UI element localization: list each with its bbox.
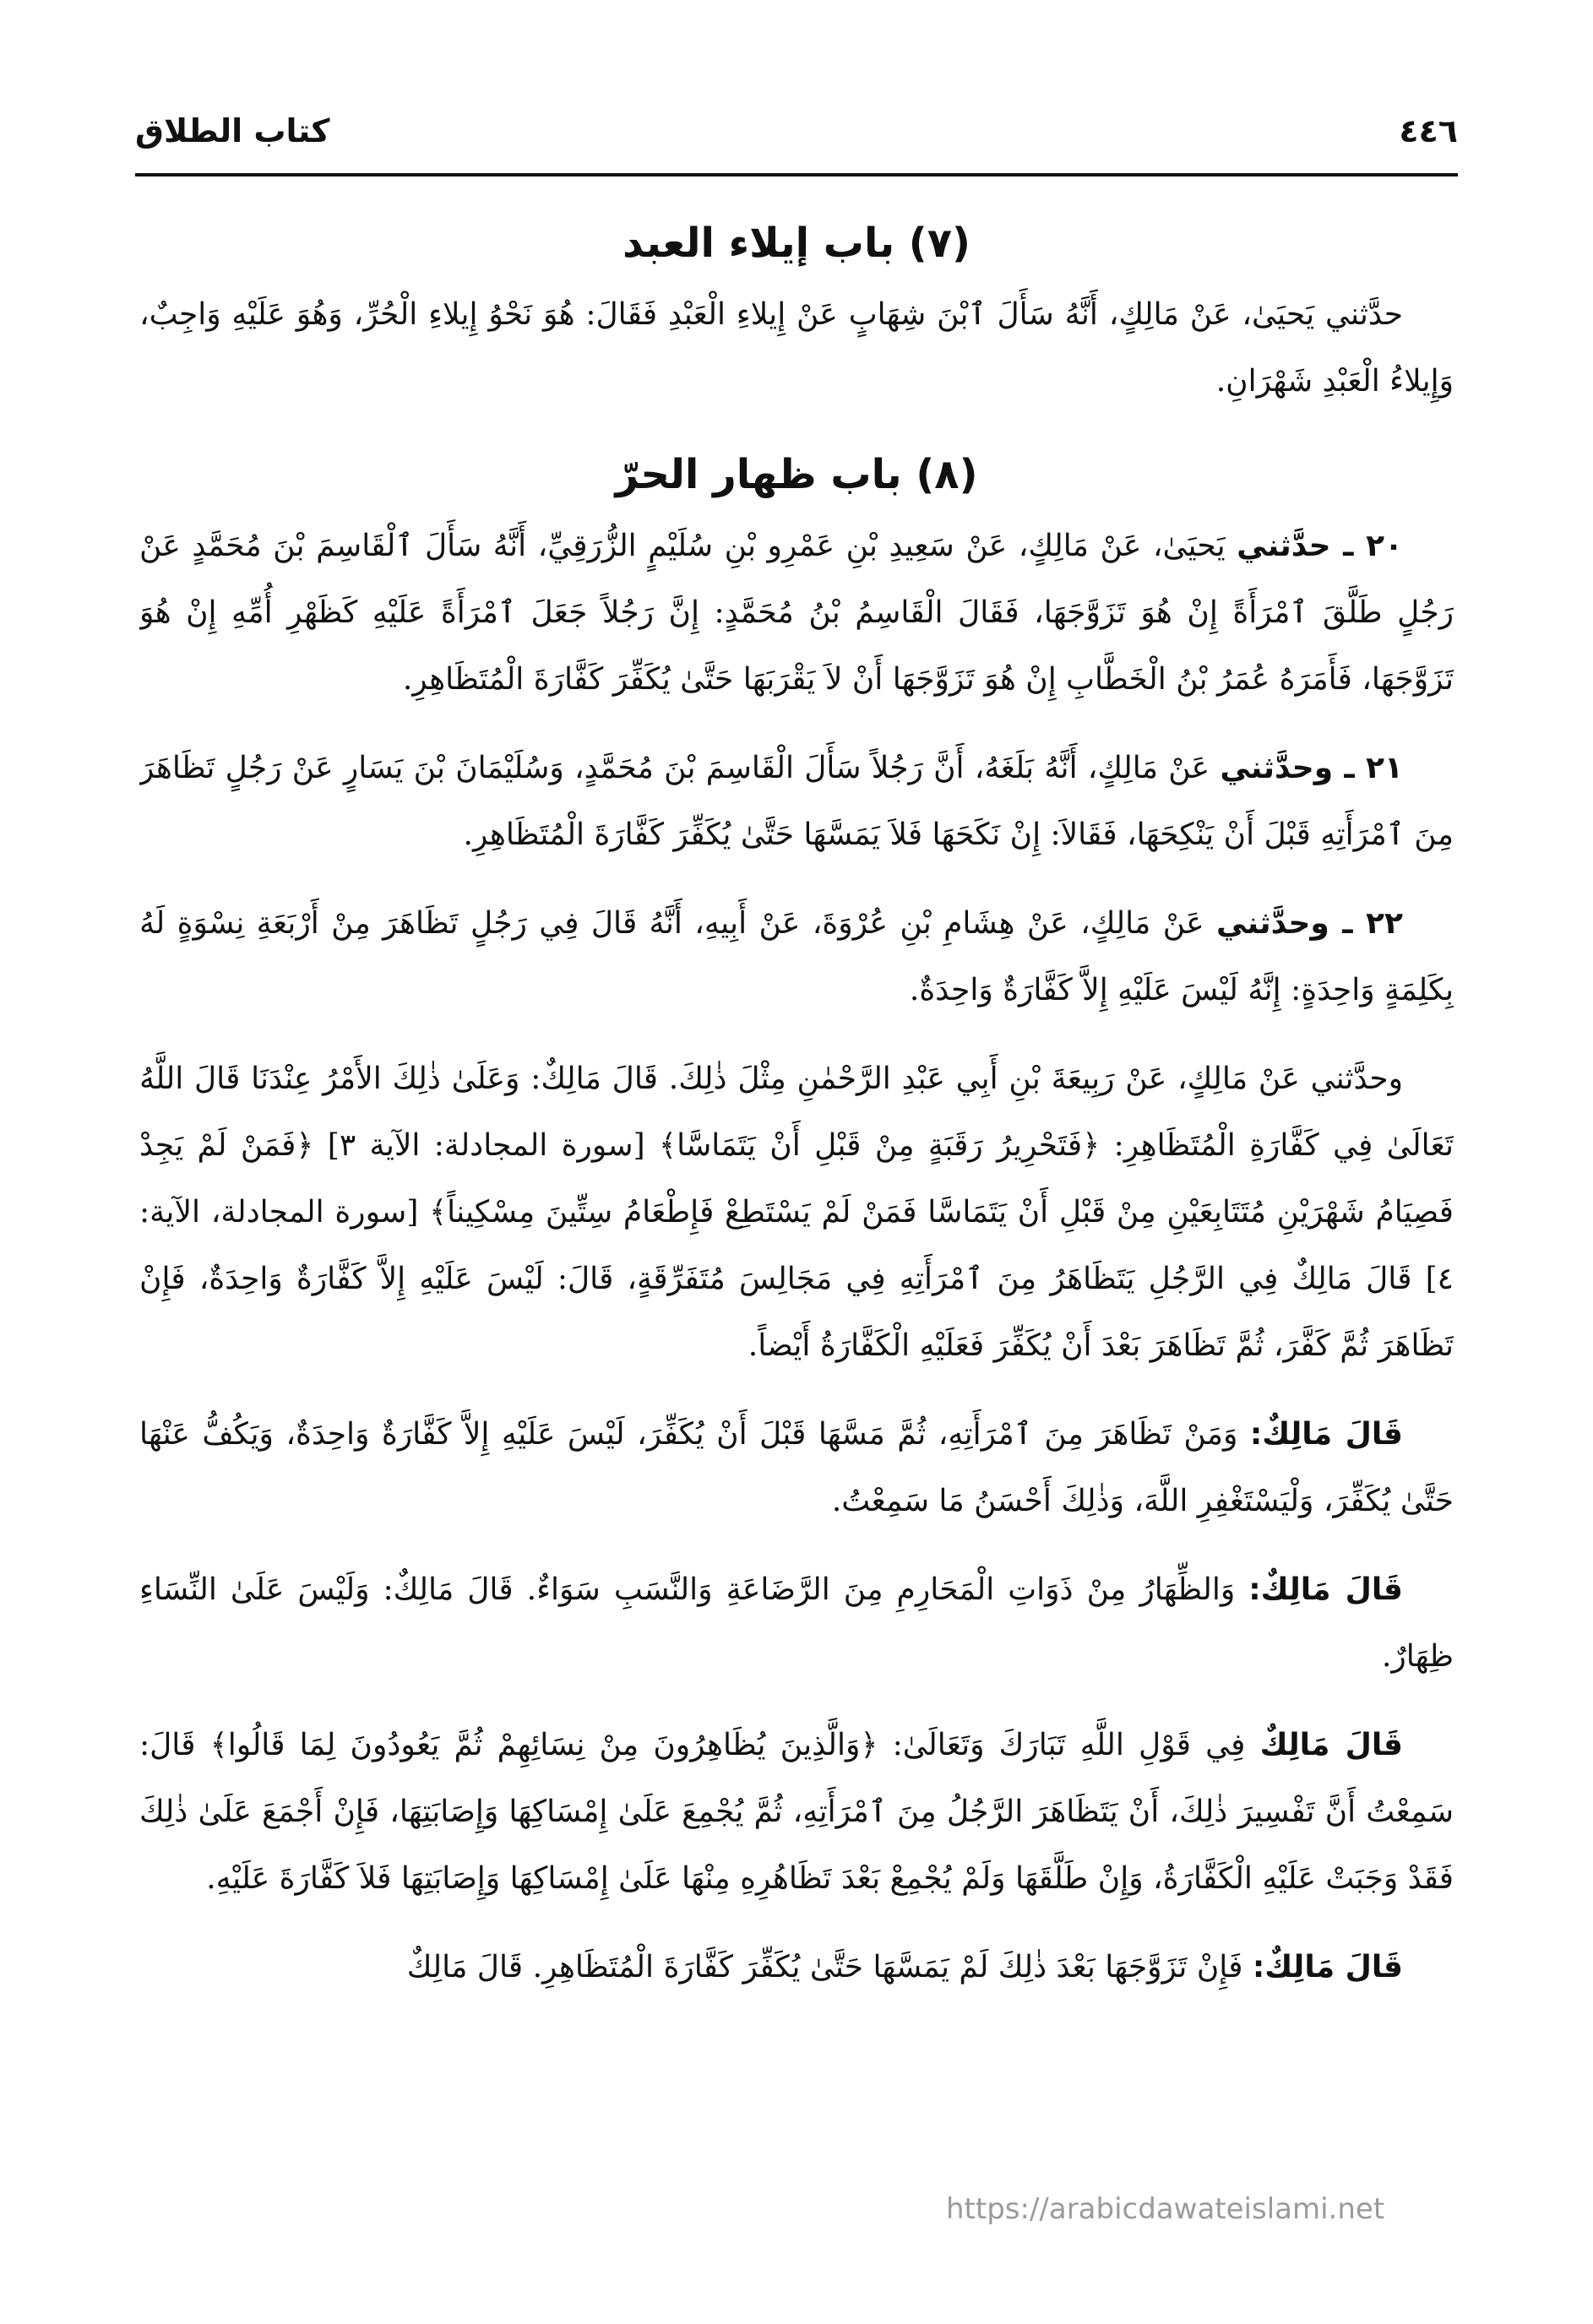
paragraph-text: فَإِنْ تَزَوَّجَهَا بَعْدَ ذٰلِكَ لَمْ يَمَسَّهَا حَتَّىٰ يُكَفِّرَ كَفَّارَةَ الْمُتَظَاهِرِ. قَالَ مَالِكٌ <box>406 1950 1243 1985</box>
hadith-lead: ٢٠ ـ حدَّثني <box>1237 529 1404 563</box>
malik-lead: قَالَ مَالِكٌ: <box>1252 1950 1403 1985</box>
hadith-paragraph <box>139 513 1454 713</box>
hadith-paragraph <box>139 890 1454 1024</box>
paragraph-text: عَنْ مَالِكٍ، عَنْ هِشَامِ بْنِ عُرْوَةَ، عَنْ أَبِيهِ، أَنَّهُ قَالَ فِي رَجُلٍ تَظَاهَرَ مِنْ أَرْبَعَةِ نِسْوَةٍ لَهُ بِكَلِمَةٍ وَاحِدَةٍ: إِنَّهُ لَيْسَ عَلَيْهِ إِلاَّ كَفَّارَةٌ وَاحِدَةٌ. <box>139 906 1454 1007</box>
book-title: كتاب الطلاق <box>135 112 330 149</box>
malik-lead: قَالَ مَالِكٌ <box>1259 1728 1403 1762</box>
malik-lead: قَالَ مَالِكٌ: <box>1249 1417 1403 1452</box>
paragraph-text: وحدَّثني عَنْ مَالِكٍ، عَنْ رَبِيعَةَ بْنِ أَبِي عَبْدِ الرَّحْمٰنِ مِثْلَ ذٰلِكَ. قَالَ مَالِكٌ: وَعَلَىٰ ذٰلِكَ الأَمْرُ عِنْدَنَا قَالَ اللَّهُ تَعَالَىٰ فِي كَفَّارَةِ الْمُتَظَاهِرِ: ﴿فَتَحْرِيرُ رَقَبَةٍ مِنْ قَبْلِ أَنْ يَتَمَاسَّا﴾ [سورة المجادلة: الآية ٣] ﴿فَمَنْ لَمْ يَجِدْ فَصِيَامُ شَهْرَيْنِ مُتَتَابِعَيْنِ مِنْ قَبْلِ أَنْ يَتَمَاسَّا فَمَنْ لَمْ يَسْتَطِعْ فَإِطْعَامُ سِتِّينَ مِسْكِيناً﴾ [سورة المجادلة، الآية: ٤] قَالَ مَالِكٌ فِي الرَّجُلِ يَتَظَاهَرُ مِنَ ٱمْرَأَتِهِ فِي مَجَالِسَ مُتَفَرِّقَةٍ، قَالَ: لَيْسَ عَلَيْهِ إِلاَّ كَفَّارَةٌ وَاحِدَةٌ، فَإِنْ تَظَاهَرَ ثُمَّ كَفَّرَ، ثُمَّ تَظَاهَرَ بَعْدَ أَنْ يُكَفِّرَ فَعَلَيْهِ الْكَفَّارَةُ أَيْضاً. <box>139 1062 1454 1363</box>
paragraph-text: يَحيَىٰ، عَنْ مَالِكٍ، عَنْ سَعِيدِ بْنِ عَمْرِو بْنِ سُلَيْمٍ الزُّرَقِيِّ، أَنَّهُ سَأَلَ ٱلْقَاسِمَ بْنَ مُحَمَّدٍ عَنْ رَجُلٍ طَلَّقَ ٱمْرَأَةً إِنْ هُوَ تَزَوَّجَهَا، فَقَالَ الْقَاسِمُ بْنُ مُحَمَّدٍ: إِنَّ رَجُلاً جَعَلَ ٱمْرَأَةً عَلَيْهِ كَظَهْرِ أُمِّهِ إِنْ هُوَ تَزَوَّجَهَا، فَأَمَرَهُ عُمَرُ بْنُ الْخَطَّابِ إِنْ هُوَ تَزَوَّجَهَا أَنْ لاَ يَقْرَبَهَا حَتَّىٰ يُكَفِّرَ كَفَّارَةَ الْمُتَظَاهِرِ. <box>139 529 1454 697</box>
malik-paragraph <box>139 1934 1454 2001</box>
page-body <box>139 190 1454 2256</box>
paragraph-text: عَنْ مَالِكٍ، أَنَّهُ بَلَغَهُ، أَنَّ رَجُلاً سَأَلَ الْقَاسِمَ بْنَ مُحَمَّدٍ، وَسُلَيْمَانَ بْنَ يَسَارٍ عَنْ رَجُلٍ تَظَاهَرَ مِنَ ٱمْرَأَتِهِ قَبْلَ أَنْ يَنْكِحَهَا، فَقَالاَ: إِنْ نَكَحَهَا فَلاَ يَمَسَّهَا حَتَّىٰ يُكَفِّرَ كَفَّارَةَ الْمُتَظَاهِرِ. <box>139 751 1454 852</box>
paragraph-text: فِي قَوْلِ اللَّهِ تَبَارَكَ وَتَعَالَىٰ: ﴿وَالَّذِينَ يُظَاهِرُونَ مِنْ نِسَائِهِمْ ثُمَّ يَعُودُونَ لِمَا قَالُوا﴾ قَالَ: سَمِعْتُ أَنَّ تَفْسِيرَ ذٰلِكَ، أَنْ يَتَظَاهَرَ الرَّجُلُ مِنَ ٱمْرَأَتِهِ، ثُمَّ يُجْمِعَ عَلَىٰ إِمْسَاكِهَا وَإِصَابَتِهَا، فَإِنْ أَجْمَعَ عَلَىٰ ذٰلِكَ فَقَدْ وَجَبَتْ عَلَيْهِ الْكَفَّارَةُ، وَإِنْ طَلَّقَهَا وَلَمْ يُجْمِعْ بَعْدَ تَظَاهُرِهِ مِنْهَا عَلَىٰ إِمْسَاكِهَا وَإِصَابَتِهَا فَلاَ كَفَّارَةَ عَلَيْهِ. <box>139 1728 1454 1896</box>
page-number: ٤٤٦ <box>1399 112 1458 149</box>
header-divider <box>135 173 1458 176</box>
paragraph <box>139 1045 1454 1379</box>
running-header <box>135 93 1458 169</box>
paragraph <box>139 281 1454 415</box>
chapter-title: (٨) باب ظهار الحرّ <box>615 451 978 498</box>
malik-paragraph <box>139 1401 1454 1534</box>
hadith-lead: ٢١ ـ وحدَّثني <box>1220 751 1403 785</box>
watermark: https://arabicdawateislami.net <box>946 2192 1385 2226</box>
malik-lead: قَالَ مَالِكٌ: <box>1248 1572 1403 1607</box>
malik-paragraph <box>139 1556 1454 1690</box>
paragraph-text: وَالظِّهَارُ مِنْ ذَوَاتِ الْمَحَارِمِ مِنَ الرَّضَاعَةِ وَالنَّسَبِ سَوَاءٌ. قَالَ مَالِكٌ: وَلَيْسَ عَلَىٰ النِّسَاءِ ظِهَارٌ. <box>139 1572 1454 1674</box>
hadith-lead: ٢٢ ـ وحدَّثني <box>1216 906 1403 941</box>
paragraph-text: حدَّثني يَحيَىٰ، عَنْ مَالِكٍ، أَنَّهُ سَأَلَ ٱبْنَ شِهَابٍ عَنْ إِيلاءِ الْعَبْدِ فَقَالَ: هُوَ نَحْوُ إِيلاءِ الْحُرِّ، وَهُوَ عَلَيْهِ وَاجِبٌ، وَإِيلاءُ الْعَبْدِ شَهْرَانِ. <box>139 297 1454 399</box>
paragraph-text: وَمَنْ تَظَاهَرَ مِنَ ٱمْرَأَتِهِ، ثُمَّ مَسَّهَا قَبْلَ أَنْ يُكَفِّرَ، لَيْسَ عَلَيْهِ إِلاَّ كَفَّارَةٌ وَاحِدَةٌ، وَيَكُفُّ عَنْهَا حَتَّىٰ يُكَفِّرَ، وَلْيَسْتَغْفِرِ اللَّهَ، وَذٰلِكَ أَحْسَنُ مَا سَمِعْتُ. <box>139 1417 1454 1518</box>
chapter-title: (٧) باب إيلاء العبد <box>623 220 970 267</box>
hadith-paragraph <box>139 735 1454 868</box>
malik-paragraph <box>139 1712 1454 1912</box>
